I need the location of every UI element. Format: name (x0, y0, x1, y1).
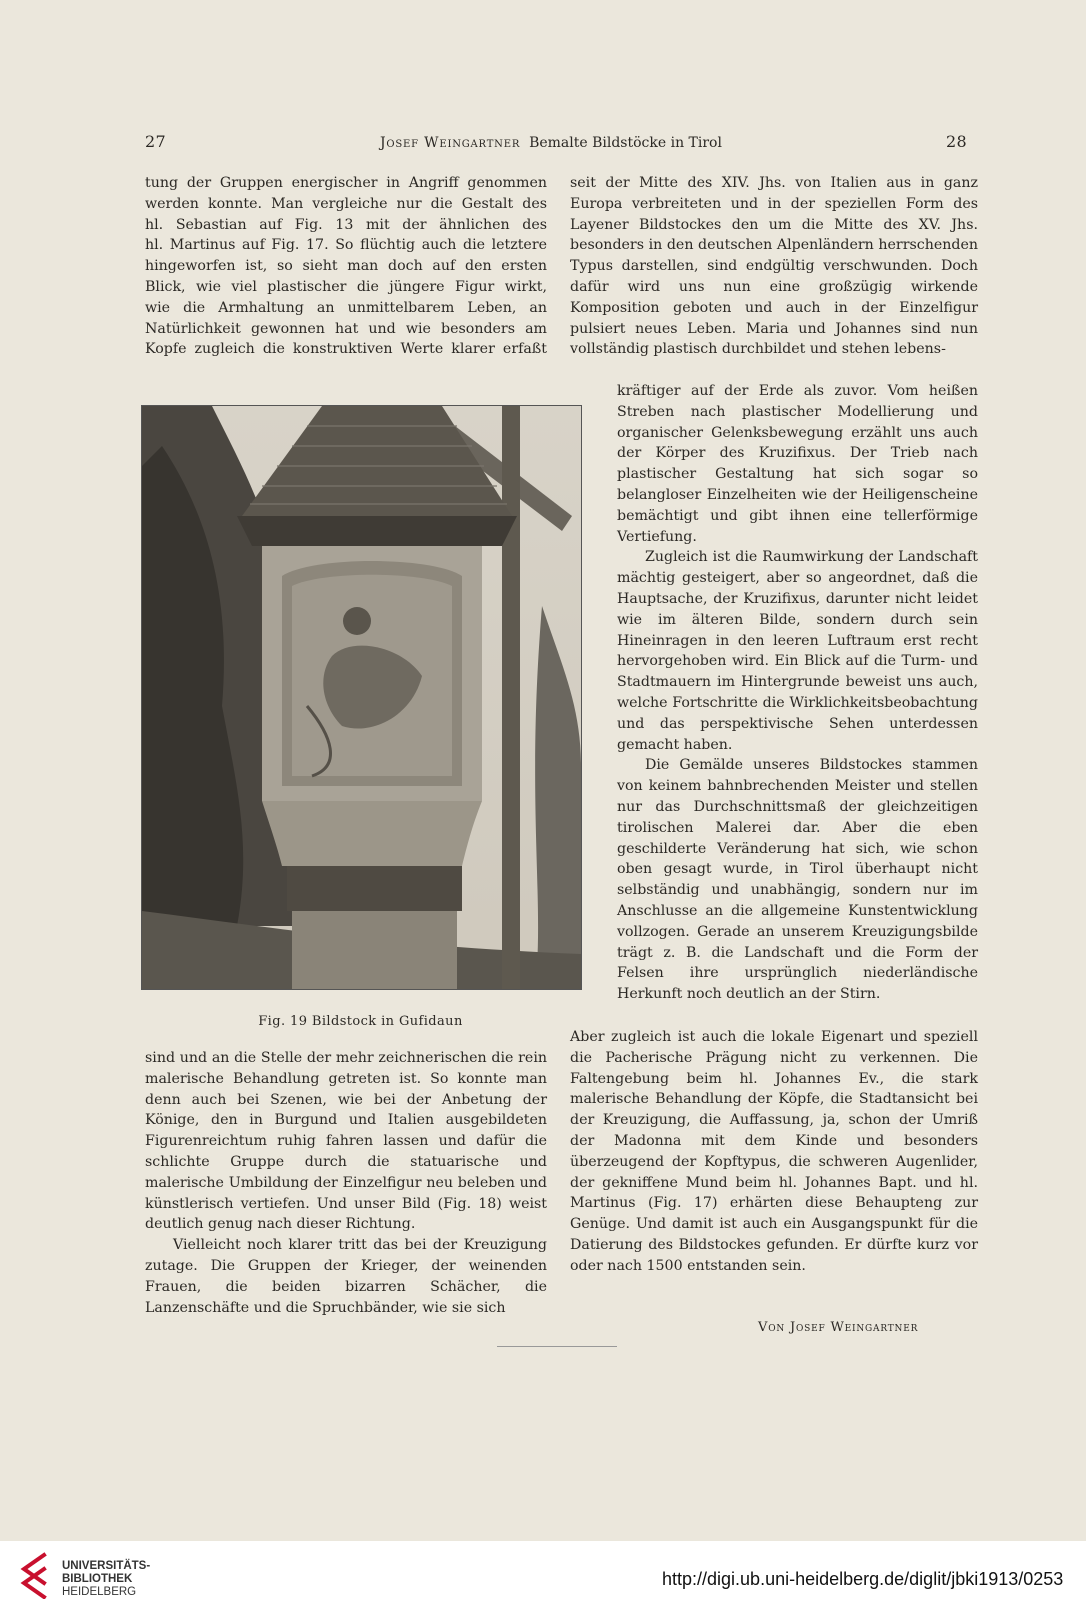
author-signature: Von Josef Weingartner (758, 1320, 919, 1335)
right-column-top (570, 173, 978, 360)
header-title: Bemalte Bildstöcke in Tirol (529, 135, 722, 151)
text-line: hingeworfen ist, so sieht man doch auf den ersten (145, 258, 547, 275)
paragraph: Vielleicht noch klarer tritt das bei der Kreuzigung zutage. Die Gruppen der Krieger, der weinenden Frauen, die beiden bizarren Schächer, die Lanzenschäfte und die Spruchbänder, wie sie sich (145, 1237, 547, 1316)
header-author: Josef Weingartner (380, 135, 521, 151)
paragraph: sind und an die Stelle der mehr zeichnerischen die rein malerische Behandlung getreten ist. So konnte man denn auch bei Szenen, wie bei der Anbetung der Könige, den in Burgund und Italien ausgebildeten Figurenreichtum ruhig fahren lassen und dafür die schlichte Gruppe durch die statuarische und malerische Umbildung der Einzelfigur neu beleben und künstlerisch vertiefen. Und unser Bild (Fig. 18) weist deutlich genug nach dieser Richtung. (145, 1050, 547, 1233)
left-column-top (145, 173, 547, 360)
right-column-narrow (617, 381, 978, 1005)
text-line: hl. Martinus auf Fig. 17. So flüchtig auch die letztere (145, 237, 547, 254)
text-line: Blick, wie viel plastischer die jüngere Figur wirkt, (145, 278, 547, 295)
shrine-photo-illustration (142, 406, 581, 989)
logo-line: BIBLIOTHEK (62, 1573, 133, 1585)
figure-caption: Fig. 19 Bildstock in Gufidaun (258, 1014, 463, 1029)
text-line: Natürlichkeit gewonnen hat und wie besonders am (145, 320, 547, 337)
library-logo-text (62, 1560, 150, 1599)
divider-rule (497, 1346, 617, 1347)
right-column-bottom (570, 1027, 978, 1277)
paragraph: Zugleich ist die Raumwirkung der Landschaft mächtig gesteigert, aber so angeordnet, daß die Hauptsache, der Kruzifixus, darunter nicht leidet wie im älteren Bilde, sondern durch sein Hineinragen in den leeren Luftraum erst recht hervorgehoben wird. Ein Blick auf die Turm- und Stadtmauern im Hintergrunde beweist uns auch, welche Fortschritte die Wirklichkeitsbeobachtung und das perspektivische Sehen unterdessen gemacht haben. (617, 549, 978, 753)
text-line: hl. Sebastian auf Fig. 13 mit der ähnlichen des (145, 216, 547, 233)
text-line: Kopfe zugleich die konstruktiven Werte klarer erfaßt (145, 341, 547, 358)
source-url-link[interactable]: http://digi.ub.uni-heidelberg.de/diglit/jbki1913/0253 (662, 1569, 1064, 1589)
paragraph: Die Gemälde unseres Bildstockes stammen von keinem bahnbrechenden Meister und stellen nur das Durchschnittsmaß der gleichzeitigen tirolischen Malerei dar. Aber die eben geschilderte Veränderung hat sich, wie schon oben gesagt wurde, in Tirol überhaupt nicht selbständig und unabhängig, sondern nur im Anschlusse an die allgemeine Kunstentwicklung vollzogen. Gerade an unserem Kreuzigungsbilde trägt z. B. die Landschaft und die Form der Felsen ihre ursprünglich niederländische Herkunft noch deutlich an der Stirn. (617, 757, 978, 1003)
page-number-right: 28 (946, 132, 967, 151)
text-line: werden konnte. Man vergleiche nur die Gestalt des (145, 195, 547, 212)
figure-photograph (141, 405, 582, 990)
text-line: tung der Gruppen energischer in Angriff genommen (145, 175, 547, 191)
text-line: wie die Armhaltung an unmittelbarem Leben, an (145, 299, 547, 316)
logo-line: HEIDELBERG (62, 1586, 137, 1598)
page-number-left: 27 (145, 132, 166, 151)
paragraph: Aber zugleich ist auch die lokale Eigenart und speziell die Pacherische Prägung nicht zu verkennen. Die Faltengebung beim hl. Johannes Ev., die stark malerische Behandlung der Köpfe, die Stadtansicht bei der Kreuzigung, die Auffassung, ja, schon der Umriß der Madonna mit dem Kinde und besonders überzeugend der Kopftypus, die schweren Augenlider, der gekniffene Mund beim hl. Johannes Bapt. und hl. Martinus (Fig. 17) erhärten diese Behaupteng zur Genüge. Und damit ist auch ein Ausgangspunkt für die Datierung des Bildstockes gefunden. Er dürfte kurz vor oder nach 1500 entstanden sein. (570, 1029, 978, 1274)
paragraph: seit der Mitte des XIV. Jhs. von Italien aus in ganz Europa verbreiteten und in der speziellen Form des Layener Bildstockes den um die Mitte des XV. Jhs. besonders in den deutschen Alpenländern herrschenden Typus darstellen, sind endgültig verschwunden. Doch dafür wird uns nun eine großzügig wirkende Komposition geboten und auch in der Einzelfigur pulsiert neues Leben. Maria und Johannes sind nun vollständig plastisch durchbildet und stehen lebens- (570, 175, 978, 358)
library-logo-icon (18, 1551, 56, 1603)
running-header (380, 135, 722, 151)
logo-line: UNIVERSITÄTS- (62, 1560, 151, 1572)
paragraph: kräftiger auf der Erde als zuvor. Vom heißen Streben nach plastischer Modellierung und organischer Gelenksbewegung erzählt uns auch der Körper des Kruzifixus. Der Trieb nach plastischer Gestaltung hat sich sogar so belangloser Einzelheiten wie der Heiligenscheine bemächtigt und gibt ihnen eine tellerförmige Vertiefung. (617, 383, 978, 545)
left-column-bottom (145, 1048, 547, 1318)
